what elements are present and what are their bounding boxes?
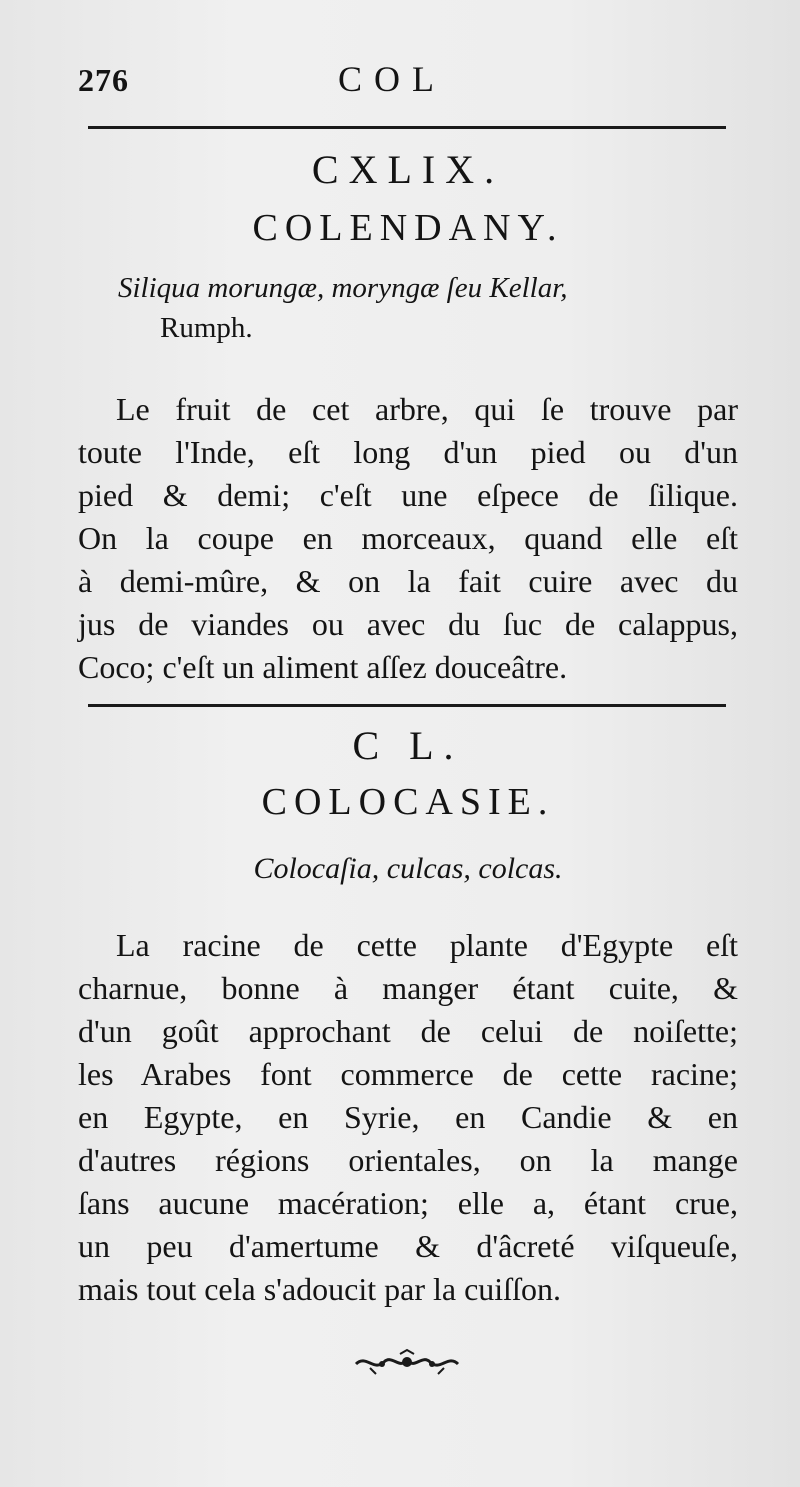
text-line: ſans aucune macération; elle a, étant crue,: [78, 1185, 738, 1221]
text-line: La racine de cette plante d'Egypte eſt: [116, 927, 738, 963]
text-line: mais tout cela s'adoucit par la cuiſſon.: [78, 1271, 561, 1307]
header-rule: [88, 126, 726, 129]
page-header: [78, 50, 728, 110]
text-line: Coco; c'eſt un aliment aſſez douceâtre.: [78, 649, 568, 685]
text-line: d'un goût approchant de celui de noiſette;: [78, 1013, 738, 1049]
text-line: pied & demi; c'eſt une eſpece de ſilique.: [78, 477, 738, 513]
fleuron-ornament-icon: [352, 1348, 462, 1376]
running-head: COL: [338, 59, 446, 99]
text-line: charnue, bonne à manger étant cuite, &: [78, 970, 738, 1006]
text-line: Le fruit de cet arbre, qui ſe trouve par: [116, 391, 738, 427]
text-line: à demi-mûre, & on la fait cuire avec du: [78, 563, 738, 599]
text-line: On la coupe en morceaux, quand elle eſt: [78, 520, 738, 556]
article-title-1: COLENDANY.: [252, 207, 564, 249]
text-line: toute l'Inde, eſt long d'un pied ou d'un: [78, 434, 738, 470]
text-line: d'autres régions orientales, on la mange: [78, 1142, 738, 1178]
section-rule: [88, 704, 726, 707]
text-line: les Arabes font commerce de cette racine;: [78, 1056, 738, 1092]
article-synonyms-2: Colocaſia, culcas, colcas.: [253, 852, 563, 885]
synonyms-source: Rumph.: [160, 312, 253, 344]
text-line: jus de viandes ou avec du ſuc de calappus,: [78, 606, 738, 642]
article-number-2: C L.: [352, 723, 464, 768]
article-body-2: [78, 924, 738, 1311]
article-body-1: [78, 388, 738, 689]
synonyms-latin: Siliqua morungæ, moryngæ ſeu Kellar,: [118, 272, 568, 304]
text-line: en Egypte, en Syrie, en Candie & en: [78, 1099, 738, 1135]
article-title-2: COLOCASIE.: [261, 781, 555, 823]
text-line: un peu d'amertume & d'âcreté viſqueuſe,: [78, 1228, 738, 1264]
page-number: 276: [78, 62, 129, 98]
article-number-1: CXLIX.: [311, 147, 505, 192]
article-synonyms-1: [118, 268, 758, 348]
